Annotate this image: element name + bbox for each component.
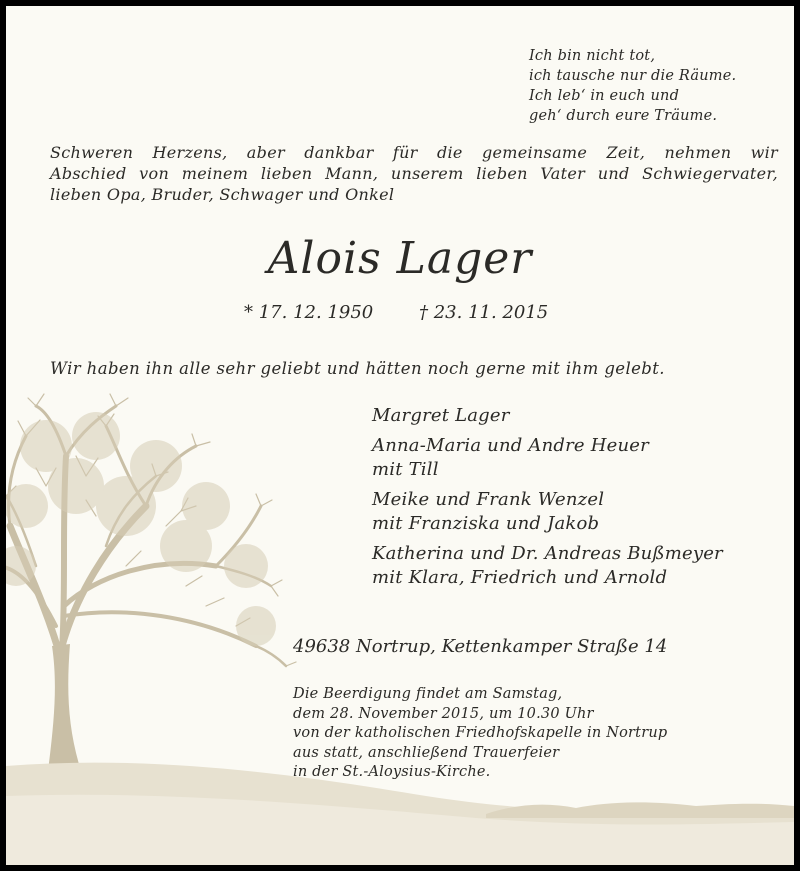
family-member: mit Klara, Friedrich und Arnold xyxy=(372,567,668,588)
family-member: Margret Lager xyxy=(372,405,510,426)
funeral-line: dem 28. November 2015, um 10.30 Uhr xyxy=(293,705,594,722)
family-address: 49638 Nortrup, Kettenkamper Straße 14 xyxy=(293,636,668,657)
family-group xyxy=(372,404,723,428)
deceased-name: Alois Lager xyxy=(267,233,533,284)
family-member: Katherina und Dr. Andreas Bußmeyer xyxy=(372,543,723,564)
poem-line: Ich leb‘ in euch und xyxy=(529,88,680,104)
poem-verse xyxy=(529,46,736,126)
funeral-line: von der katholischen Friedhofskapelle in Nortrup xyxy=(293,725,668,741)
intro-text xyxy=(50,142,778,205)
family-member: mit Till xyxy=(372,459,439,480)
family-group xyxy=(372,434,723,482)
funeral-line: aus statt, anschließend Trauerfeier xyxy=(293,744,560,761)
family-member: mit Franziska und Jakob xyxy=(372,513,600,534)
funeral-line: Die Beerdigung findet am Samstag, xyxy=(293,686,563,702)
intro-line: lieben Opa, Bruder, Schwager und Onkel xyxy=(50,185,395,204)
closing-sentence: Wir haben ihn alle sehr geliebt und hätten noch gerne mit ihm gelebt. xyxy=(50,359,665,378)
intro-line: Schweren Herzens, aber dankbar für die gemeinsame Zeit, nehmen wir xyxy=(50,143,778,162)
birth-date: * 17. 12. 1950 xyxy=(244,302,374,323)
family-group xyxy=(372,488,723,536)
death-date: † 23. 11. 2015 xyxy=(419,302,549,323)
obituary-notice xyxy=(6,6,794,865)
family-member: Meike und Frank Wenzel xyxy=(372,489,605,510)
poem-line: Ich bin nicht tot, xyxy=(529,48,656,64)
poem-line: ich tausche nur die Räume. xyxy=(529,68,737,84)
poem-line: geh‘ durch eure Träume. xyxy=(529,108,718,124)
family-member: Anna-Maria und Andre Heuer xyxy=(372,435,649,456)
funeral-details xyxy=(293,685,667,783)
family-group xyxy=(372,542,723,590)
intro-line: Abschied von meinem lieben Mann, unserem lieben Vater und Schwiegervater, xyxy=(50,164,778,183)
funeral-line: in der St.-Aloysius-Kirche. xyxy=(293,764,491,780)
family-list xyxy=(372,404,723,596)
